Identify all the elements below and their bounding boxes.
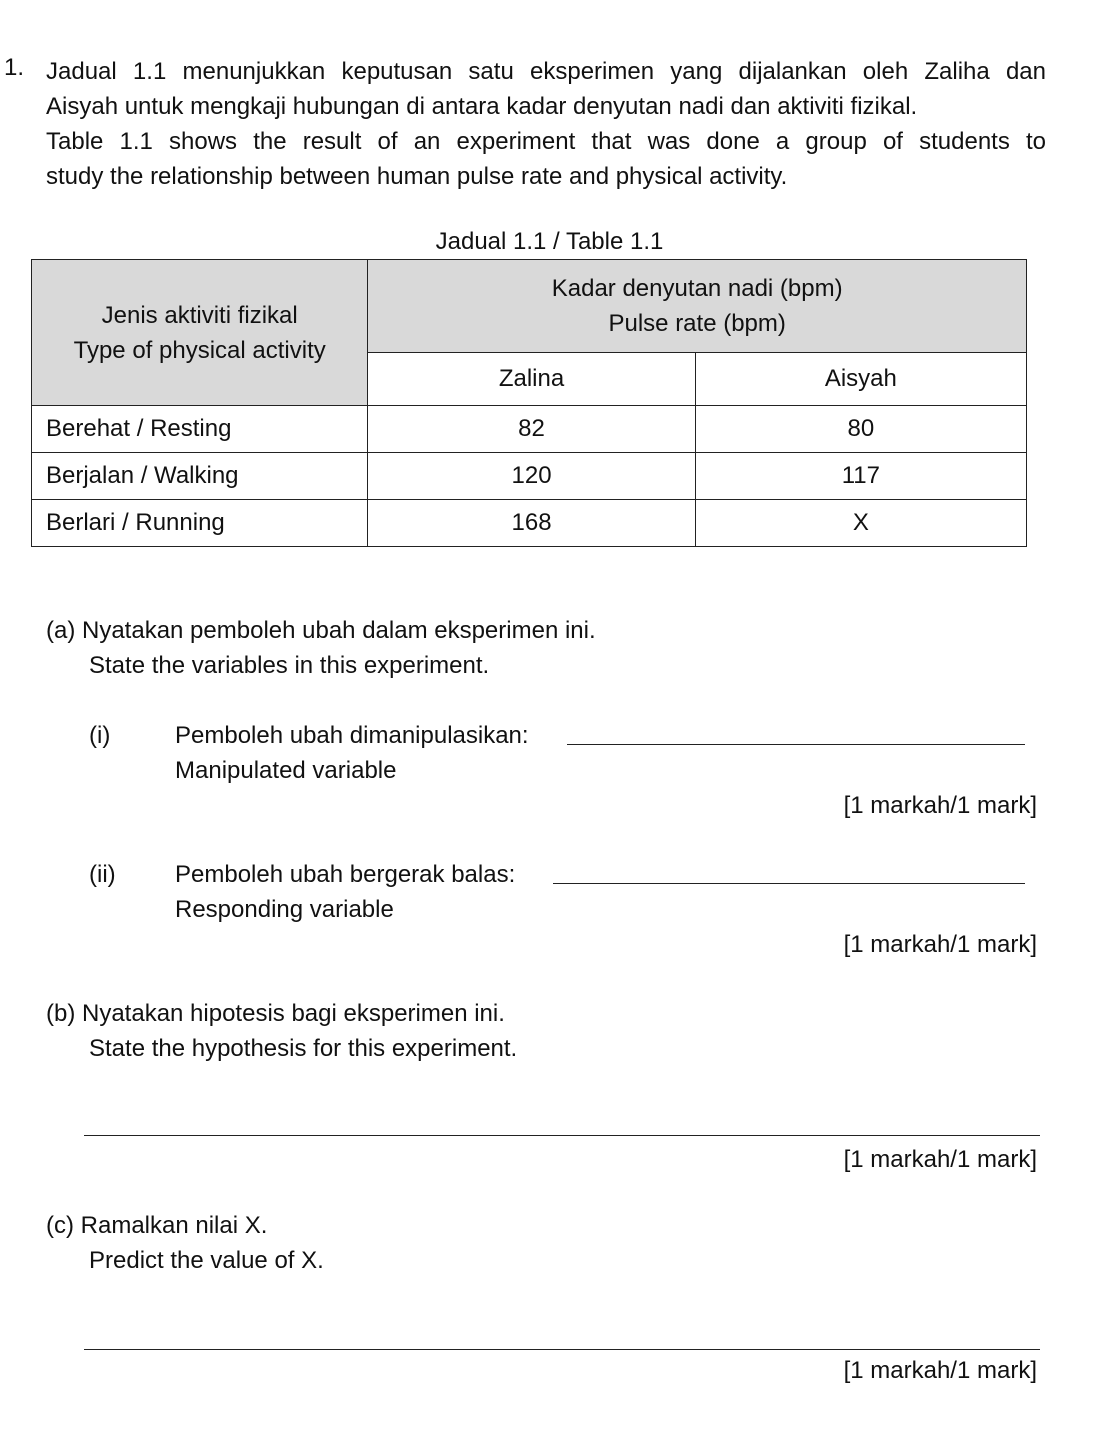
intro-ms-line-1: Jadual 1.1 menunjukkan keputusan satu eksperimen yang dijalankan oleh Zaliha dan [46, 58, 1046, 85]
question-intro [46, 54, 1046, 194]
part-a-i-en: Manipulated variable [175, 757, 397, 784]
answer-line-manipulated[interactable] [567, 744, 1025, 745]
part-a-prompt-en: State the variables in this experiment. [89, 652, 490, 679]
answer-line-predict-x[interactable] [84, 1349, 1040, 1350]
pulse-rate-table [31, 259, 1027, 547]
question-number: 1. [4, 54, 25, 81]
answer-line-responding[interactable] [553, 883, 1025, 884]
cell-activity: Berlari / Running [32, 500, 368, 547]
part-b-prompt-en: State the hypothesis for this experiment. [89, 1035, 518, 1062]
header-activity-ms: Jenis aktiviti fizikal [101, 301, 298, 329]
cell-zalina: 168 [368, 500, 695, 547]
part-a-ii-label: (ii) [89, 861, 116, 888]
header-aisyah: Aisyah [695, 353, 1026, 406]
header-activity [32, 260, 368, 406]
marks-label: [1 markah/1 mark] [843, 931, 1037, 958]
table-caption: Jadual 1.1 / Table 1.1 [435, 228, 664, 255]
cell-activity: Berehat / Resting [32, 406, 368, 453]
answer-line-hypothesis[interactable] [84, 1135, 1040, 1136]
cell-zalina: 82 [368, 406, 695, 453]
table-row [32, 406, 1027, 453]
table-row [32, 500, 1027, 547]
header-pulse-en: Pulse rate (bpm) [608, 310, 786, 337]
cell-zalina: 120 [368, 453, 695, 500]
intro-en-line-1: Table 1.1 shows the result of an experiment that was done a group of students to [46, 128, 1046, 155]
part-c-prompt-ms: (c) Ramalkan nilai X. [46, 1212, 268, 1239]
intro-ms-line-2: Aisyah untuk mengkaji hubungan di antara kadar denyutan nadi dan aktiviti fizikal. [46, 93, 918, 120]
part-a-ii-ms: Pemboleh ubah bergerak balas: [175, 861, 516, 888]
header-pulse-rate [368, 260, 1027, 353]
marks-label: [1 markah/1 mark] [843, 792, 1037, 819]
part-a-i-ms: Pemboleh ubah dimanipulasikan: [175, 722, 529, 749]
header-pulse-ms: Kadar denyutan nadi (bpm) [551, 275, 843, 302]
part-a-i-label: (i) [89, 722, 111, 749]
header-zalina: Zalina [368, 353, 695, 406]
table-row [32, 453, 1027, 500]
part-c-prompt-en: Predict the value of X. [89, 1247, 324, 1274]
cell-aisyah: X [695, 500, 1026, 547]
marks-label: [1 markah/1 mark] [843, 1146, 1037, 1173]
marks-label: [1 markah/1 mark] [843, 1357, 1037, 1384]
header-activity-en: Type of physical activity [73, 336, 326, 364]
intro-en-line-2: study the relationship between human pulse rate and physical activity. [46, 163, 788, 190]
part-a-ii-en: Responding variable [175, 896, 394, 923]
cell-aisyah: 117 [695, 453, 1026, 500]
part-a-prompt-ms: (a) Nyatakan pemboleh ubah dalam eksperimen ini. [46, 617, 596, 644]
cell-aisyah: 80 [695, 406, 1026, 453]
cell-activity: Berjalan / Walking [32, 453, 368, 500]
part-b-prompt-ms: (b) Nyatakan hipotesis bagi eksperimen ini. [46, 1000, 505, 1027]
